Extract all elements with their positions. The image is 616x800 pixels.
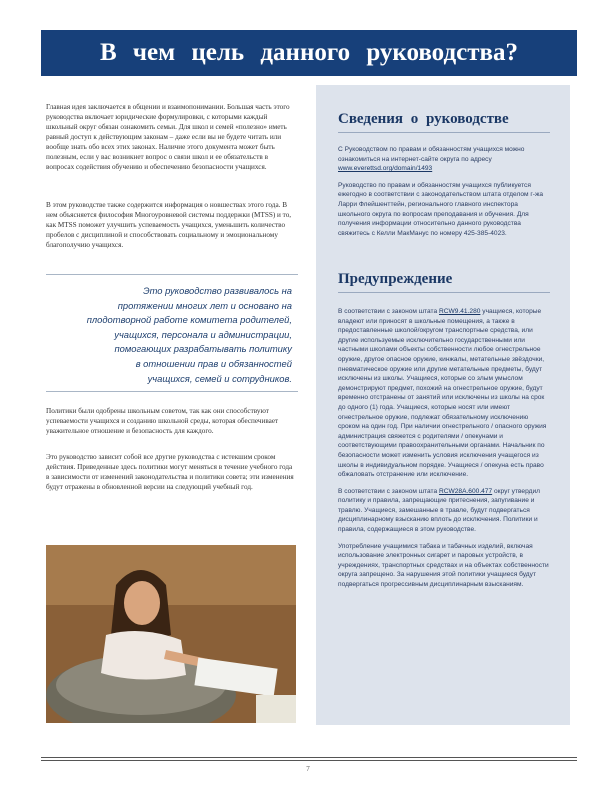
policies-paragraph: Политики были одобрены школьным советом, так как они способствуют успеваемости учащихся и созданию школьной среды, которая обеспечивает уважительное отношение и безопасность для каждого. [46,407,279,435]
info-panel [316,85,570,725]
quote-line: плодотворной работе комитета родителей, [86,314,292,326]
about-section [338,111,550,133]
quote-line: учащихся, персонала и администрации, [114,328,292,340]
warning-text [338,307,550,597]
quote-line: учащихся, семей и сотрудников. [147,372,292,384]
quote-bottom-rule [46,391,298,392]
timeline-paragraph: Это руководство зависит собой все другие руководства с истекшим сроком действия. Приведенные здесь политики могут меняться в течение учебного года в зависимости от изменений законодательства и политики совета; эти изменения будут отражены в обновленной версии на следующий учебный год. [46,453,294,491]
quote-line: протяжении многих лет и основано на [117,299,292,311]
warning-paragraph-2: В соответствии с законом штата RCW28A.600.477 округ утвердил политику и правила, запрещающие притеснения, запугивание и травлю. Учащиеся, замешанные в травле, будут подвергаться дисциплинарному взысканию вплоть до исключения. Политики и правила, содержащиеся в этом руководстве. [338,487,540,534]
student-photo [46,545,296,723]
about-text [338,145,550,245]
mtss-paragraph: В этом руководстве также содержится информация о новшествах этого года. В нем объясняется философия Многоуровневой системы поддержки (MTSS) и то, как MTSS поможет улучшить успеваемость учащихся, уменьшить количество пробелов с дисциплиной и способствовать социальному и эмоциональному благополучию учащихся. [46,201,292,249]
about-title: Сведения о руководстве [338,111,509,127]
warning-rule [338,292,550,293]
rcw-28a-600-477-link[interactable]: RCW28A.600.477 [439,487,493,495]
warning-paragraph-1: В соответствии с законом штата RCW9.41.280 учащиеся, которые владеют или приносят в школьные помещения, а также в предоставленные школой/округом транспортные средства, или другие используемые исключительно государственными или частными школами объекты собственности любое огнестрельное оружие, другое опасное оружие, кинжалы, метательные звёздочки, пневматическое оружие или другие метательные предметы, будут исключены из школы. Учащиеся, которые со злым умыслом демонстрируют предмет, похожий на огнестрельное оружие, будут временно отстранены от занятий или исключены из школы на срок до одного (1) года. Учащиеся, которые носят или имеют огнестрельное оружие, подлежат обязательному исключению сроком на один год. При наличии огнестрельного / опасного оружия администрация свяжется с родителями / опекунами и соответствующими правоохранительными органами. Начальник по безопасности может изменить условия исключения учащегося из школы в индивидуальном порядке. Учащиеся / опекуна есть право обжаловать отстранение или исключение. [338,308,547,479]
quote-line: в отношении прав и обязанностей [135,357,292,369]
girl-reading-illustration [46,545,296,723]
about-paragraph-1: С Руководством по правам и обязанностям учащихся можно ознакомиться на интернет-сайте округа по адресу www.everettsd.org/domain/1493 [338,146,525,173]
rcw-9-41-280-link[interactable]: RCW9.41.280 [439,308,481,315]
warning-title: Предупреждение [338,271,453,287]
page-title: В чем цель данного руководства? [41,30,577,76]
intro-paragraph: Главная идея заключается в общении и взаимопонимании. Большая часть этого руководства включает юридические формулировки, с которыми каждый школьный округ обязан ознакомить семьи. Для школ и семей «полезно» иметь равный доступ к действующим законам – даже если вы не будете читать или вообще знать обо всех этих законах. Наличие этого документа может быть полезным, если у вас возникнет вопрос о связи школ и ее обязательств в вопросах содействия обучению и обеспечению безопасности учащихся. [46,103,290,171]
about-paragraph-2: Руководство по правам и обязанностям учащихся публикуется ежегодно в соответствии с законодательством штата отделом г-жа Ларри Флейшенттейн, регионального главного инспектора школьного округа по вопросам преподавания и обучения. Для получения информации относительно данного руководства свяжитесь с Келли МакМанус по номеру 425-385-4023. [338,181,544,237]
quote-top-rule [46,274,298,275]
quote-line: помогающих разрабатывать политику [114,343,292,355]
page-number: 7 [306,765,310,773]
footer-rule-bottom [41,760,577,761]
handbook-link[interactable]: www.everettsd.org/domain/1493 [338,165,433,173]
footer-rule-top [41,757,577,758]
about-rule [338,132,550,133]
warning-paragraph-3: Употребление учащимися табака и табачных изделий, включая использование электронных сигарет и паровых устройств, в учреждениях, транспортных средствах и на объектах собственности округа запрещено. За нарушения этой политики учащиеся будут подвергаться прогрессивным дисциплинарным взысканиям. [338,542,549,589]
warning-section [338,271,550,293]
pull-quote [52,284,292,386]
quote-line: Это руководство развивалось на [143,285,292,296]
